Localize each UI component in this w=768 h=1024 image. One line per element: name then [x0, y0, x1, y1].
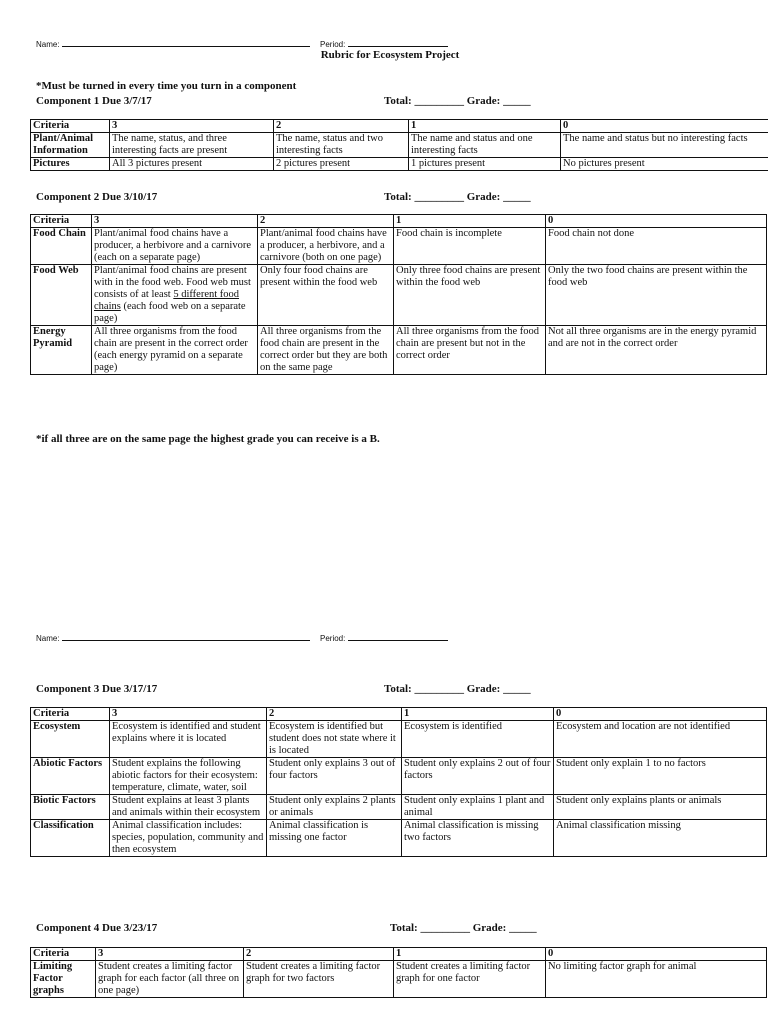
component-3-table — [30, 707, 767, 857]
score-2-cell: Plant/animal food chains have a producer, a herbivore, and a carnivore (both on one page) — [258, 228, 394, 265]
score-1-cell: The name and status and one interesting facts — [409, 133, 561, 158]
table-header-row — [31, 948, 767, 961]
grade-label: Grade: _____ — [466, 95, 531, 107]
criteria-cell: Food Chain — [31, 228, 92, 265]
component-4-table — [30, 947, 767, 998]
table-row — [31, 326, 767, 375]
score-3-cell: The name, status, and three interesting facts are present — [110, 133, 274, 158]
col-0: 0 — [554, 708, 767, 721]
period-field[interactable] — [320, 37, 448, 49]
col-0: 0 — [561, 120, 768, 133]
table-row — [31, 133, 768, 158]
score-3-text: Plant/animal food chains are present with in the food web. Food web must consists of at least — [94, 265, 251, 300]
table-row — [31, 228, 767, 265]
name-label: Name: — [36, 40, 60, 49]
score-3-cell: Student explains the following abiotic factors for their ecosystem: temperature, climate, water, soil — [110, 758, 267, 795]
score-3-cell: Student creates a limiting factor graph for each factor (all three on one page) — [96, 961, 244, 998]
grade-label: Grade: _____ — [466, 191, 531, 203]
criteria-cell: Energy Pyramid — [31, 326, 92, 375]
component-4-heading: Component 4 Due 3/23/17 — [36, 922, 158, 934]
name-field[interactable] — [36, 37, 310, 49]
table-header-row — [31, 708, 767, 721]
criteria-cell: Biotic Factors — [31, 795, 110, 820]
score-0-cell: Food chain not done — [546, 228, 767, 265]
period-blank[interactable] — [348, 37, 448, 47]
component-3-totals — [384, 683, 531, 695]
score-1-cell: Only three food chains are present within the food web — [394, 265, 546, 326]
col-2: 2 — [274, 120, 409, 133]
col-2: 2 — [267, 708, 402, 721]
col-2: 2 — [258, 215, 394, 228]
grade-label: Grade: _____ — [466, 683, 531, 695]
criteria-cell: Limiting Factor graphs — [31, 961, 96, 998]
score-2-cell: 2 pictures present — [274, 158, 409, 171]
col-3: 3 — [96, 948, 244, 961]
col-0: 0 — [546, 215, 767, 228]
period-field[interactable] — [320, 631, 448, 643]
col-1: 1 — [394, 948, 546, 961]
col-2: 2 — [244, 948, 394, 961]
criteria-cell: Food Web — [31, 265, 92, 326]
score-2-cell: Only four food chains are present within the food web — [258, 265, 394, 326]
component-1-heading: Component 1 Due 3/7/17 — [36, 95, 152, 107]
score-3-cell: Animal classification includes: species, population, community and then ecosystem — [110, 820, 267, 857]
score-3-cell: All 3 pictures present — [110, 158, 274, 171]
criteria-cell: Pictures — [31, 158, 110, 171]
score-3-underlined-text: 5 different food chains — [94, 289, 240, 312]
col-1: 1 — [409, 120, 561, 133]
total-label: Total: _________ — [384, 683, 464, 695]
score-3-cell: Ecosystem is identified and student explains where it is located — [110, 721, 267, 758]
table-row — [31, 721, 767, 758]
component-4-totals — [390, 922, 537, 934]
name-field[interactable] — [36, 631, 310, 643]
col-3: 3 — [110, 120, 274, 133]
table-header-row — [31, 120, 768, 133]
score-2-cell: Student only explains 3 out of four factors — [267, 758, 402, 795]
table-row — [31, 820, 767, 857]
col-0: 0 — [546, 948, 767, 961]
score-0-cell: Student only explain 1 to no factors — [554, 758, 767, 795]
score-0-cell: Student only explains plants or animals — [554, 795, 767, 820]
score-3-cell: All three organisms from the food chain are present in the correct order (each energy pyramid on a separate page) — [92, 326, 258, 375]
score-0-cell: Not all three organisms are in the energy pyramid and are not in the correct order — [546, 326, 767, 375]
period-label: Period: — [320, 40, 346, 49]
score-0-cell: Animal classification missing — [554, 820, 767, 857]
page-title: Rubric for Ecosystem Project — [320, 49, 460, 61]
score-1-cell: Animal classification is missing two factors — [402, 820, 554, 857]
score-2-cell: Student only explains 2 plants or animals — [267, 795, 402, 820]
score-2-cell: Ecosystem is identified but student does not state where it is located — [267, 721, 402, 758]
component-1-totals — [384, 95, 531, 107]
total-label: Total: _________ — [384, 95, 464, 107]
col-1: 1 — [394, 215, 546, 228]
table-header-row — [31, 215, 767, 228]
component-2-heading: Component 2 Due 3/10/17 — [36, 191, 158, 203]
score-3-cell: Student explains at least 3 plants and animals within their ecosystem — [110, 795, 267, 820]
score-0-cell: Ecosystem and location are not identified — [554, 721, 767, 758]
score-0-cell: The name and status but no interesting facts — [561, 133, 768, 158]
table-row — [31, 158, 768, 171]
criteria-cell: Plant/Animal Information — [31, 133, 110, 158]
total-label: Total: _________ — [390, 922, 470, 934]
score-1-cell: Student creates a limiting factor graph for one factor — [394, 961, 546, 998]
score-1-cell: Food chain is incomplete — [394, 228, 546, 265]
component-2-totals — [384, 191, 531, 203]
score-1-cell: 1 pictures present — [409, 158, 561, 171]
component-2-table — [30, 214, 767, 375]
criteria-cell: Classification — [31, 820, 110, 857]
score-1-cell: All three organisms from the food chain are present but not in the correct order — [394, 326, 546, 375]
col-criteria: Criteria — [31, 215, 92, 228]
score-1-cell: Ecosystem is identified — [402, 721, 554, 758]
component-3-heading: Component 3 Due 3/17/17 — [36, 683, 158, 695]
score-2-cell: Animal classification is missing one factor — [267, 820, 402, 857]
score-2-cell: Student creates a limiting factor graph for two factors — [244, 961, 394, 998]
score-0-cell: No pictures present — [561, 158, 768, 171]
name-blank[interactable] — [62, 631, 310, 641]
score-2-cell: All three organisms from the food chain are present in the correct order but they are both on the same page — [258, 326, 394, 375]
table-row — [31, 795, 767, 820]
name-blank[interactable] — [62, 37, 310, 47]
score-0-cell: No limiting factor graph for animal — [546, 961, 767, 998]
score-3-cell: Plant/animal food chains have a producer, a herbivore and a carnivore (each on a separate page) — [92, 228, 258, 265]
score-0-cell: Only the two food chains are present within the food web — [546, 265, 767, 326]
col-criteria: Criteria — [31, 708, 110, 721]
component-2-footnote: *if all three are on the same page the highest grade you can receive is a B. — [36, 433, 380, 445]
score-1-cell: Student only explains 1 plant and animal — [402, 795, 554, 820]
score-3-text-end: (each food web on a separate page) — [94, 301, 246, 324]
period-blank[interactable] — [348, 631, 448, 641]
col-1: 1 — [402, 708, 554, 721]
table-row — [31, 758, 767, 795]
score-2-cell: The name, status and two interesting facts — [274, 133, 409, 158]
criteria-cell: Ecosystem — [31, 721, 110, 758]
turn-in-note: *Must be turned in every time you turn in a component — [36, 80, 297, 92]
score-3-cell — [92, 265, 258, 326]
table-row — [31, 265, 767, 326]
col-3: 3 — [92, 215, 258, 228]
period-label: Period: — [320, 634, 346, 643]
table-row — [31, 961, 767, 998]
score-1-cell: Student only explains 2 out of four factors — [402, 758, 554, 795]
grade-label: Grade: _____ — [472, 922, 537, 934]
col-criteria: Criteria — [31, 120, 110, 133]
col-3: 3 — [110, 708, 267, 721]
name-label: Name: — [36, 634, 60, 643]
criteria-cell: Abiotic Factors — [31, 758, 110, 795]
total-label: Total: _________ — [384, 191, 464, 203]
component-1-table — [30, 119, 768, 171]
col-criteria: Criteria — [31, 948, 96, 961]
